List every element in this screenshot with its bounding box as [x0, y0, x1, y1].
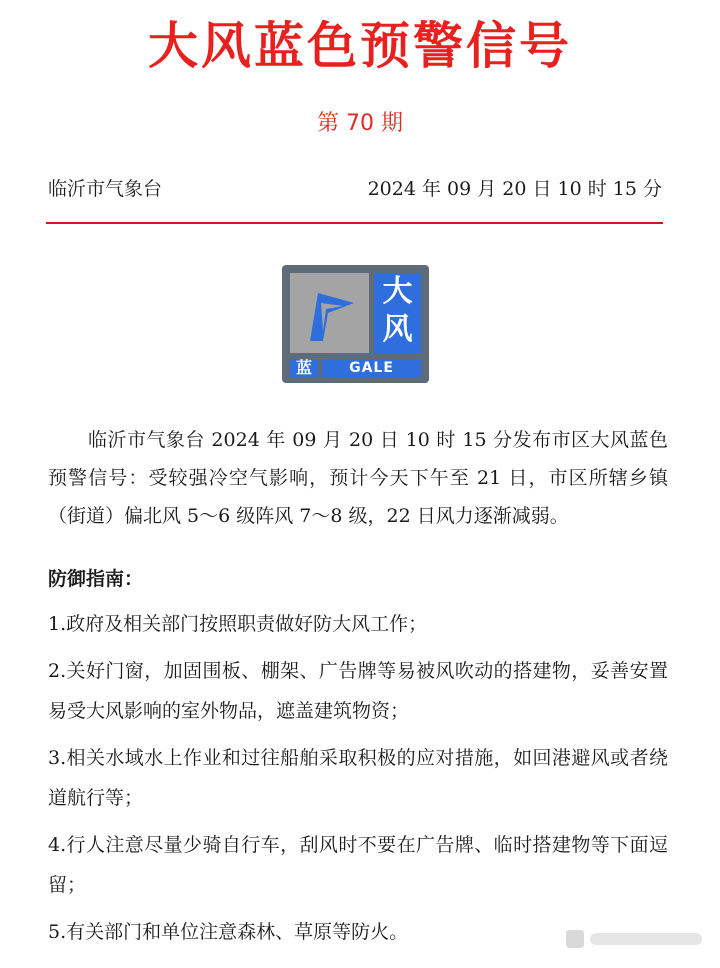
issuer-name: 临沂市气象台 [48, 178, 163, 200]
issue-number: 第 70 期 [317, 111, 403, 136]
list-item: 2.关好门窗，加固围板、棚架、广告牌等易被风吹动的搭建物，妥善安置易受大风影响的室外物品，遮盖建筑物资； [48, 660, 668, 722]
hazard-label [374, 273, 421, 353]
english-label-text: GALE [349, 360, 394, 376]
issue-datetime: 2024 年 09 月 20 日 10 时 15 分 [367, 178, 662, 200]
watermark-icon [566, 926, 706, 952]
gale-blue-warning-icon [282, 265, 429, 383]
list-item: 1.政府及相关部门按照职责做好防大风工作； [48, 613, 428, 635]
guide-title: 防御指南： [48, 568, 144, 590]
hazard-char-bottom: 风 [382, 312, 413, 347]
list-item: 3.相关水域水上作业和过往船舶采取积极的应对措施，如回港避风或者绕道航行等； [48, 747, 668, 809]
warning-intro: 临沂市气象台 2024 年 09 月 20 日 10 时 15 分发布市区大风蓝色预警信号：受较强冷空气影响，预计今天下午至 21 日，市区所辖乡镇（街道）偏北风 5～6 级阵风 7～8 级，22 日风力逐渐减弱。 [48, 429, 668, 527]
watermark-logo [566, 926, 706, 952]
wind-flag-icon [290, 273, 369, 353]
list-item: 4.行人注意尽量少骑自行车，刮风时不要在广告牌、临时搭建物等下面逗留； [48, 834, 668, 896]
warning-title: 大风蓝色预警信号 [148, 17, 572, 75]
level-label [290, 359, 318, 377]
flag-panel [290, 273, 369, 353]
hazard-char-top: 大 [382, 274, 413, 309]
guide-list [48, 604, 668, 959]
english-label [322, 359, 421, 377]
level-char: 蓝 [295, 358, 312, 377]
header-divider [46, 222, 663, 224]
list-item: 5.有关部门和单位注意森林、草原等防火。 [48, 921, 409, 943]
